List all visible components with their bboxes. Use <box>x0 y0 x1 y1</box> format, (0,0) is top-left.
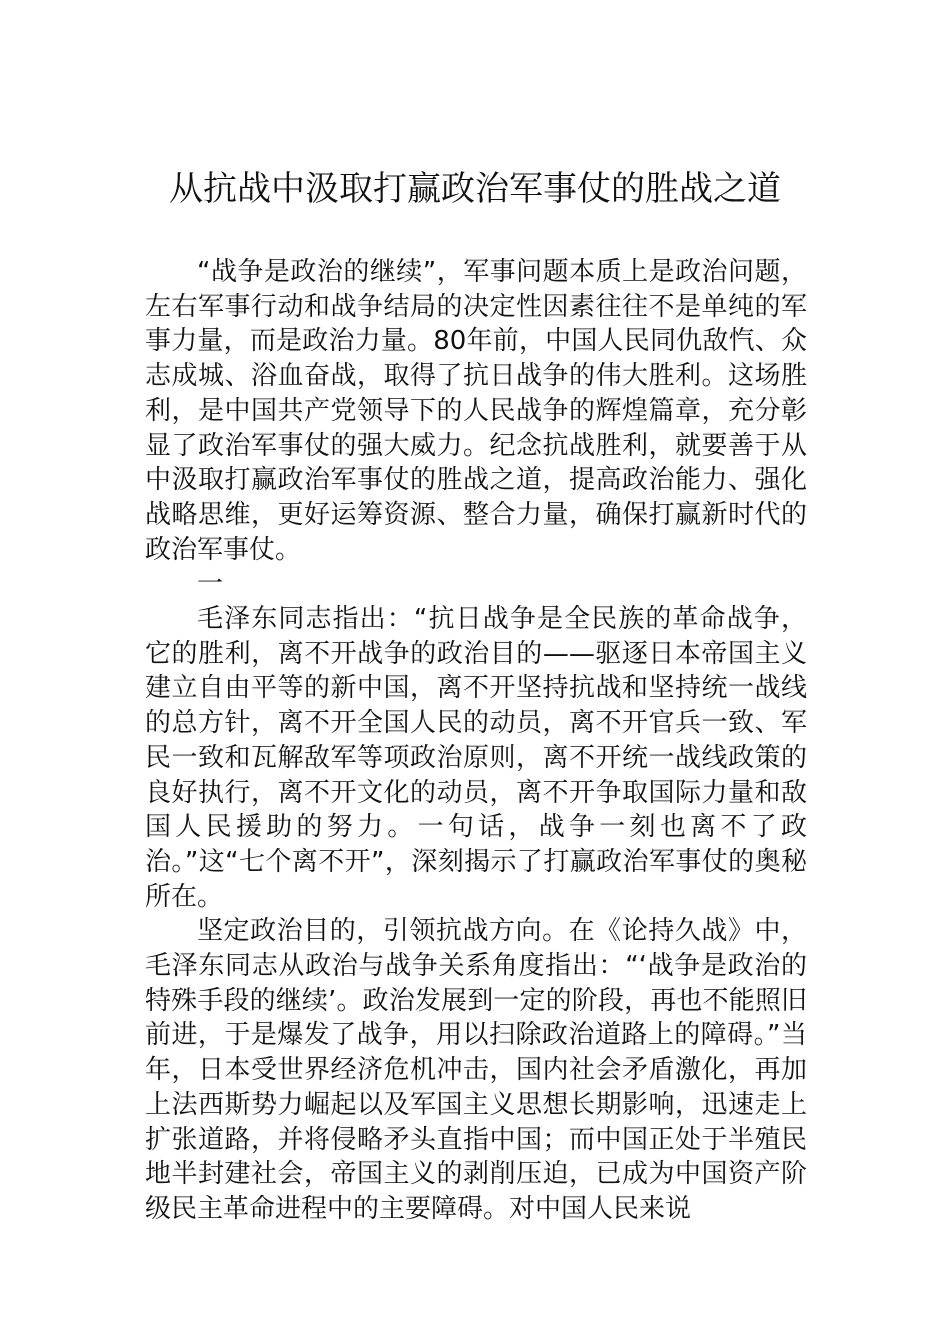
document-body <box>145 255 807 1227</box>
paragraph-political-purpose: 坚定政治目的，引领抗战方向。在《论持久战》中，毛泽东同志从政治与战争关系角度指出：“‘战争是政治的特殊手段的继续’。政治发展到一定的阶段，再也不能照旧前进，于是爆发了战争，用以扫除政治道路上的障碍。”当年，日本受世界经济危机冲击，国内社会矛盾激化，再加上法西斯势力崛起以及军国主义思想长期影响，迅速走上扩张道路，并将侵略矛头直指中国；而中国正处于半殖民地半封建社会，帝国主义的剥削压迫，已成为中国资产阶级民主革命进程中的主要障碍。对中国人民来说 <box>145 916 807 1224</box>
section-number-one: 一 <box>197 569 224 600</box>
paragraph-intro: “战争是政治的继续”，军事问题本质上是政治问题，左右军事行动和战争结局的决定性因素往往不是单纯的军事力量，而是政治力量。80年前，中国人民同仇敌忾、众志成城、浴血奋战，取得了抗日战争的伟大胜利。这场胜利，是中国共产党领导下的人民战争的辉煌篇章，充分彰显了政治军事仗的强大威力。纪念抗战胜利，就要善于从中汲取打赢政治军事仗的胜战之道，提高政治能力、强化战略思维，更好运筹资源、整合力量，确保打赢新时代的政治军事仗。 <box>145 257 807 565</box>
paragraph-mao-quote: 毛泽东同志指出：“抗日战争是全民族的革命战争，它的胜利，离不开战争的政治目的——驱逐日本帝国主义建立自由平等的新中国，离不开坚持抗战和坚持统一战线的总方针，离不开全国人民的动员，离不开官兵一致、军民一致和瓦解敌军等项政治原则，离不开统一战线政策的良好执行，离不开文化的动员，离不开争取国际力量和敌国人民援助的努力。一句话，战争一刻也离不了政治。”这“七个离不开”，深刻揭示了打赢政治军事仗的奥秘所在。 <box>145 604 807 912</box>
document-title: 从抗战中汲取打赢政治军事仗的胜战之道 <box>169 169 781 209</box>
